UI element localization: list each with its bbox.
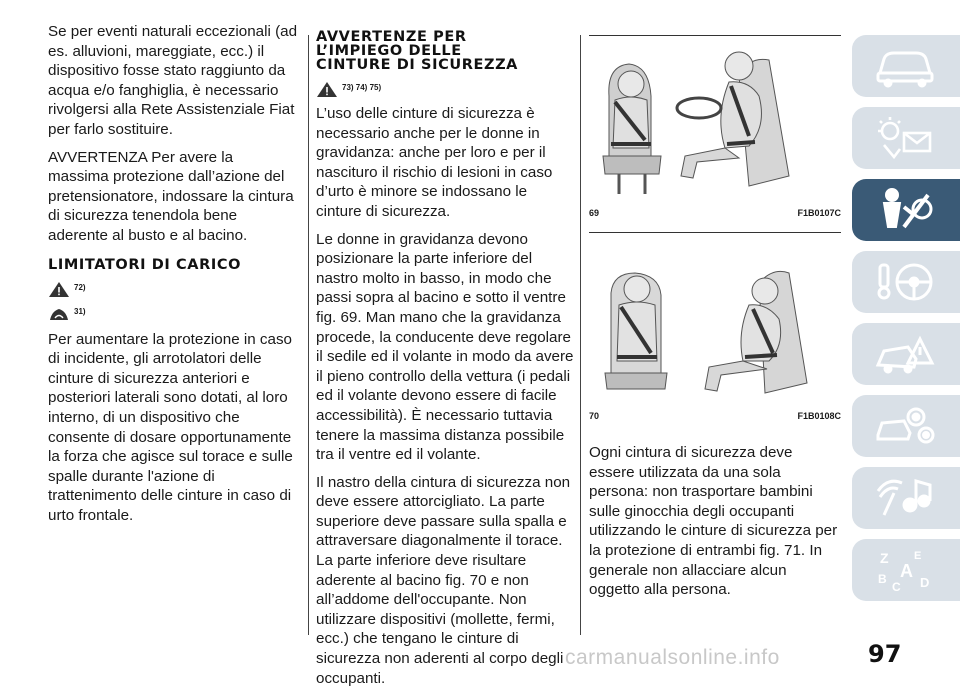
warning-ref [48,276,298,298]
watermark-text: carmanualsonline.info [565,646,780,669]
figure-code: F1B0107C [797,208,841,218]
figure-number: 70 [589,411,600,421]
warning-triangle-icon [48,281,70,298]
figure-70-caption [589,411,841,421]
accident-icon [874,331,936,377]
warning-ref-number: 72) [74,282,86,292]
tab-emergency[interactable] [852,323,960,385]
warning-ref-numbers: 73) 74) 75) [342,83,382,93]
column-divider [580,35,581,635]
column-left [48,22,298,533]
note-hand-icon [48,305,70,322]
media-icon [874,475,936,521]
tab-maintenance[interactable] [852,395,960,457]
note-ref [48,300,298,322]
car-icon [874,43,936,89]
column-right-text [589,443,840,608]
index-letter: Z [880,550,889,566]
section-heading: LIMITATORI DI CARICO [48,256,242,273]
figure-69 [589,35,841,206]
index-letter: D [920,575,930,590]
note-ref-number: 31) [74,306,86,316]
seatbelt-airbag-icon [874,187,936,233]
section-heading: AVVERTENZE PER L’IMPIEGO DELLE CINTURE DI SICUREZZA [316,29,519,73]
tab-warning-lights[interactable] [852,107,960,169]
index-letter: C [892,580,901,593]
warning-triangle-icon [316,81,338,98]
tab-safety[interactable] [852,179,960,241]
chapter-tabs [852,35,960,611]
index-letter: E [914,550,922,562]
figure-69-caption [589,208,841,218]
car-gears-icon [874,403,936,449]
tab-starting-driving[interactable] [852,251,960,313]
column-divider [308,35,309,635]
pregnant-woman-seatbelt-illustration [589,36,841,204]
tab-index[interactable] [852,539,960,601]
correct-seatbelt-position-illustration [589,233,841,409]
page-number: 97 [868,640,902,668]
paragraph: Per aumentare la protezione in caso di incidente, gli arrotolatori delle cinture di sicurezza anteriori e posteriori laterali sono dotati, al loro interno, di un dispositivo che consente di dosare opportunamente la forza che agisce sul torace e sulle spalle durante l'azione di trattenimento delle cinture in caso di urto frontale. [48,330,293,524]
figure-code: F1B0108C [797,411,841,421]
warning-lights-icon [874,115,936,161]
paragraph: Le donne in gravidanza devono posizionare la parte inferiore del nastro molto in basso, in modo che passi sopra al bacino e sotto il ventre fig. 69. Man mano che la gravidanza procede, la conducente deve regolare il sedile ed il volante in modo da avere il pieno controllo della vettura (i pedali ed il volante devono essere di facile accessibilità). È necessario tuttavia tenere la massima distanza possibile tra il ventre ed il volante. [316,230,574,464]
paragraph: L’uso delle cinture di sicurezza è necessario anche per le donne in gravidanza: anche per loro e per il nascituro il rischio di lesioni in caso d’urto è minore se indossano le cinture di sicurezza. [316,105,553,220]
paragraph: Se per eventi naturali eccezionali (ad es. alluvioni, mareggiate, ecc.) il dispositivo fosse stato raggiunto da acqua e/o fanghiglia, è necessario rivolgersi alla Rete Assistenziale Fiat per farlo sostituire. [48,23,298,138]
index-letter: B [878,572,887,586]
paragraph: Il nastro della cintura di sicurezza non deve essere attorcigliato. La parte superiore deve passare sulla spalla e attraversare diagonalmente il torace. La parte inferiore deve risultare aderente al bacino fig. 70 e non all’addome dell'occupante. Non utilizzare dispositivi (mollette, fermi, ecc.) che tengano le cinture di sicurezza non aderenti al corpo degli occupanti. [316,473,571,687]
tab-multimedia[interactable] [852,467,960,529]
tab-vehicle[interactable] [852,35,960,97]
index-letter: A [900,561,913,581]
warning-ref [316,76,574,98]
column-middle [316,30,574,696]
key-steering-icon [874,259,936,305]
figure-number: 69 [589,208,600,218]
index-letters-icon [874,547,936,593]
paragraph-warning-note: AVVERTENZA Per avere la massima protezione dall’azione del pretensionatore, indossare la cintura di sicurezza tenendola bene aderente al busto e al bacino. [48,148,294,244]
paragraph: Ogni cintura di sicurezza deve essere utilizzata da una sola persona: non trasportare bambini sulle ginocchia degli occupanti utilizzando le cinture di sicurezza per la protezione di entrambi fig. 71. In generale non allacciare alcun oggetto alla persona. [589,444,838,599]
figure-70 [589,232,841,409]
